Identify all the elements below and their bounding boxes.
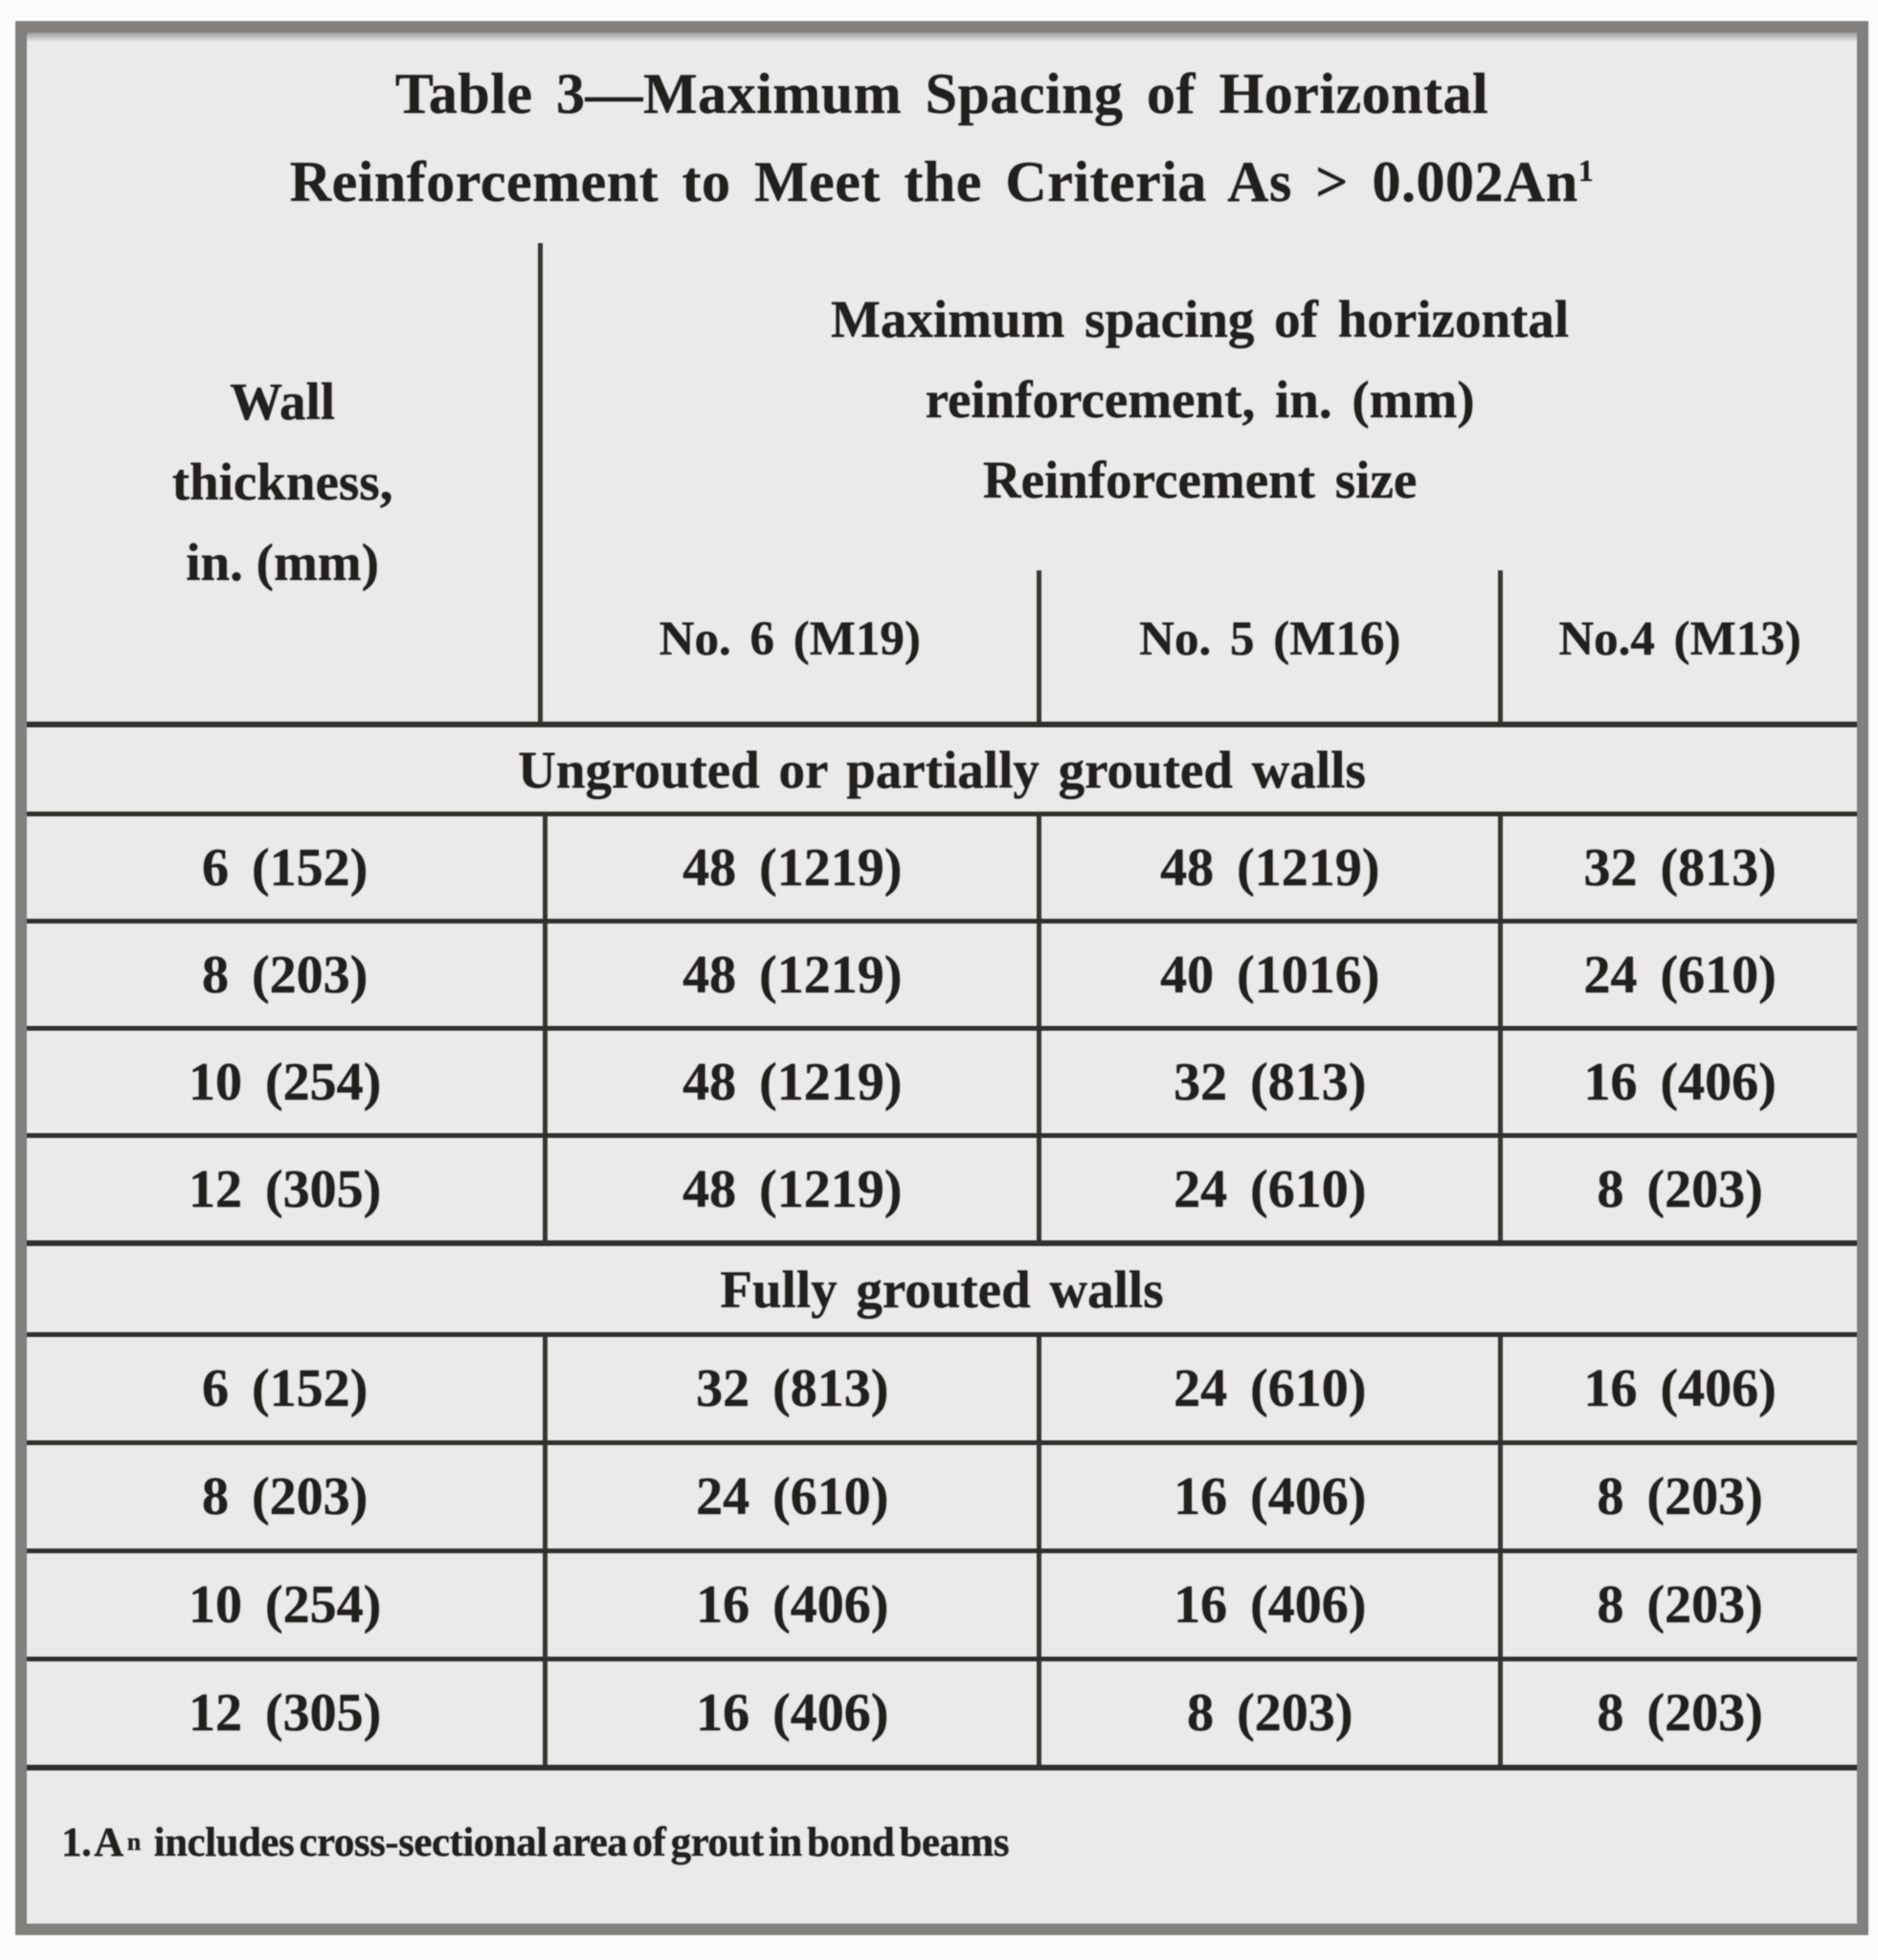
size-column-header-no4: No.4 (M13) <box>1498 570 1857 722</box>
title-footnote-marker: 1 <box>1577 153 1595 188</box>
no5-spacing-cell: 24 (610) <box>1037 1138 1498 1240</box>
no6-spacing-cell: 16 (406) <box>543 1661 1037 1765</box>
no5-spacing-cell: 48 (1219) <box>1037 816 1498 919</box>
size-column-header-no5: No. 5 (M16) <box>1037 570 1498 722</box>
spacing-group-line-2: reinforcement, in. (mm) <box>925 370 1475 429</box>
table-row <box>27 1548 1857 1657</box>
wall-thickness-cell: 12 (305) <box>188 1159 382 1219</box>
no5-spacing-cell: 8 (203) <box>1037 1661 1498 1765</box>
section-header-fully-grouted: Fully grouted walls <box>27 1240 1857 1332</box>
no4-spacing-cell: 8 (203) <box>1498 1445 1857 1548</box>
no4-spacing-cell: 8 (203) <box>1498 1661 1857 1765</box>
footnote-prefix: 1. A <box>61 1819 123 1865</box>
wall-thickness-cell: 6 (152) <box>201 837 369 898</box>
table-row <box>27 812 1857 919</box>
table-row <box>27 1133 1857 1240</box>
table-title-line-2-text: Reinforcement to Meet the Criteria As > 0.002An <box>289 150 1578 213</box>
no6-spacing-cell: 24 (610) <box>543 1445 1037 1548</box>
wall-thickness-header-line-3: in. (mm) <box>186 533 379 591</box>
no5-spacing-cell: 16 (406) <box>1037 1445 1498 1548</box>
no5-spacing-cell: 16 (406) <box>1037 1553 1498 1657</box>
wall-thickness-cell: 10 (254) <box>188 1052 382 1112</box>
table-title-line-1: Table 3—Maximum Spacing of Horizontal <box>394 62 1489 125</box>
no4-spacing-cell: 32 (813) <box>1498 816 1857 919</box>
footnote: 1. A n includes cross-sectional area of grout in bond beams <box>27 1765 1857 1924</box>
no5-spacing-cell: 40 (1016) <box>1037 924 1498 1026</box>
table-row <box>27 1440 1857 1548</box>
table-title-line-2 <box>290 138 1594 226</box>
table-row <box>27 1657 1857 1765</box>
reinforcement-size-label: Reinforcement size <box>982 451 1418 509</box>
table-row <box>27 919 1857 1026</box>
table-title <box>27 33 1857 243</box>
spacing-group-header <box>543 243 1857 722</box>
no5-spacing-cell: 24 (610) <box>1037 1337 1498 1440</box>
wall-thickness-cell: 8 (203) <box>201 945 369 1005</box>
table-frame <box>15 21 1868 1935</box>
spacing-group-line-1: Maximum spacing of horizontal <box>831 290 1570 348</box>
size-column-header-no6: No. 6 (M19) <box>659 612 921 666</box>
wall-thickness-header-line-1: Wall <box>230 372 336 431</box>
no6-spacing-cell: 16 (406) <box>543 1553 1037 1657</box>
no6-spacing-cell: 48 (1219) <box>543 816 1037 919</box>
table-row <box>27 1026 1857 1133</box>
no4-spacing-cell: 24 (610) <box>1498 924 1857 1026</box>
ungrouted-rows <box>27 812 1857 1240</box>
no5-spacing-cell: 32 (813) <box>1037 1031 1498 1133</box>
no6-spacing-cell: 48 (1219) <box>543 1138 1037 1240</box>
wall-thickness-cell: 12 (305) <box>188 1683 382 1743</box>
wall-thickness-cell: 6 (152) <box>201 1359 369 1418</box>
no4-spacing-cell: 16 (406) <box>1498 1337 1857 1440</box>
no6-spacing-cell: 48 (1219) <box>543 924 1037 1026</box>
no4-spacing-cell: 8 (203) <box>1498 1553 1857 1657</box>
section-header-ungrouted: Ungrouted or partially grouted walls <box>27 722 1857 812</box>
footnote-text: includes cross-sectional area of grout in bond beams <box>153 1819 1010 1865</box>
wall-thickness-header <box>27 243 543 722</box>
table-header <box>27 243 1857 722</box>
table-row <box>27 1332 1857 1440</box>
size-column-headers <box>543 570 1857 722</box>
wall-thickness-header-line-2: thickness, <box>171 453 393 511</box>
fully-grouted-rows <box>27 1332 1857 1765</box>
no4-spacing-cell: 16 (406) <box>1498 1031 1857 1133</box>
no6-spacing-cell: 48 (1219) <box>543 1031 1037 1133</box>
no6-spacing-cell: 32 (813) <box>543 1337 1037 1440</box>
no4-spacing-cell: 8 (203) <box>1498 1138 1857 1240</box>
wall-thickness-cell: 8 (203) <box>201 1467 369 1526</box>
wall-thickness-cell: 10 (254) <box>188 1575 382 1635</box>
